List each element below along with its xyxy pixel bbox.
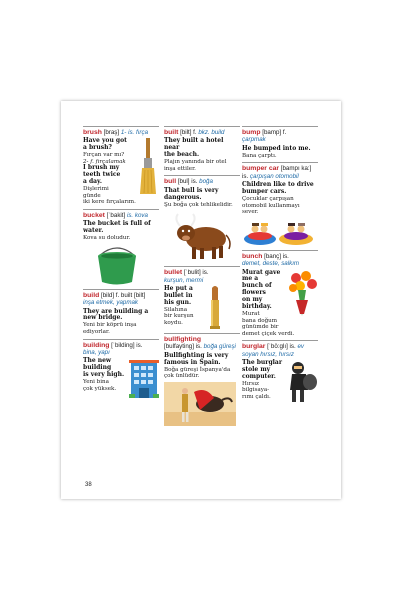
entry-bullet-head: bullet [ˈbulit] is. kurşun, mermi xyxy=(164,269,209,284)
entry-brush-head: brush [braş] 1- is. fırça xyxy=(83,129,149,136)
entry-build-head: build [bild] f. built [bilt] inşa etmek, yapmak xyxy=(83,291,146,307)
bullet-illustration xyxy=(206,286,224,330)
entry-bull: That bull is very dangerous. Şu boğa çok tehlikelidir. xyxy=(164,188,240,263)
entry-bump-head: bump [bamp] f. çarpmak xyxy=(242,129,287,144)
flowers-illustration xyxy=(288,270,318,320)
entry-built: They built a hotel near the beach. Plajın yanında bir otel inşa ettiler. xyxy=(164,137,227,172)
entry-build: They are building a new bridge. Yeni bir köprü inşa ediyorlar. xyxy=(83,307,149,335)
entry-building-head: building [ˈbilding] is. bina, yapı xyxy=(83,341,143,356)
entry-bunch-head: bunch [banç] is. demet, deste, salkım xyxy=(242,252,300,268)
bumper-cars-illustration xyxy=(242,219,316,247)
bull-illustration xyxy=(172,211,232,263)
paintbrush-illustration xyxy=(137,138,159,196)
page-number: 38 xyxy=(85,482,92,488)
entry-bumpercar-head: bumper car [bampı ka:] is. çarpışan otomobil xyxy=(242,165,312,180)
entry-burglar-head: burglar [ˈbö:glı] is. ev soyan hırsız, hırsız xyxy=(242,343,304,358)
entry-bucket: The bucket is full of water. Kova su doludur. xyxy=(83,221,159,285)
entry-brush: Have you got a brush? Fırçan var mı? 2- f. fırçalamak I brush my teeth twice a day. Dişlerimi günde iki kere fırçalarım. xyxy=(83,138,159,206)
entry-bullet: He put a bullet in his gun. Silahına bir kurşun koydu. xyxy=(164,286,240,330)
column-2 xyxy=(164,126,240,429)
dictionary-page xyxy=(61,101,341,499)
building-illustration xyxy=(129,358,159,398)
entry-bullfighting-head: bullfighting [bulfayting] is. boğa güreşi xyxy=(164,335,236,351)
entry-bucket-head: bucket [ˈbakit] is. kova xyxy=(83,211,148,219)
bullfighting-illustration xyxy=(164,382,236,426)
entry-building: The new building is very high. Yeni bina çok yüksek. xyxy=(83,358,159,398)
entry-bunch: Murat gave me a bunch of flowers on my birthday. Murat bana doğum günümde bir demet çiçek verdi. xyxy=(242,270,318,338)
column-1 xyxy=(83,126,159,401)
entry-bump: He bumped into me. Bana çarptı. xyxy=(242,144,311,159)
entry-bumpercar: Children like to drive bumper cars. Çocuklar çarpışan otomobil kullanmayı sever. xyxy=(242,182,318,247)
entry-bullfighting: Bullfighting is very famous in Spain. Boğa güreşi İspanya'da çok ünlüdür. xyxy=(164,353,240,426)
bucket-illustration xyxy=(93,244,141,286)
burglar-illustration xyxy=(286,360,318,404)
entry-bull-head: bull [bul] is. boğa xyxy=(164,178,213,186)
entry-built-head: built [bilt] f. bkz. build xyxy=(164,129,225,136)
column-3 xyxy=(242,126,318,407)
entry-burglar: The burglar stole my computer. Hırsız bilgisaya- rımı çaldı. xyxy=(242,360,318,404)
